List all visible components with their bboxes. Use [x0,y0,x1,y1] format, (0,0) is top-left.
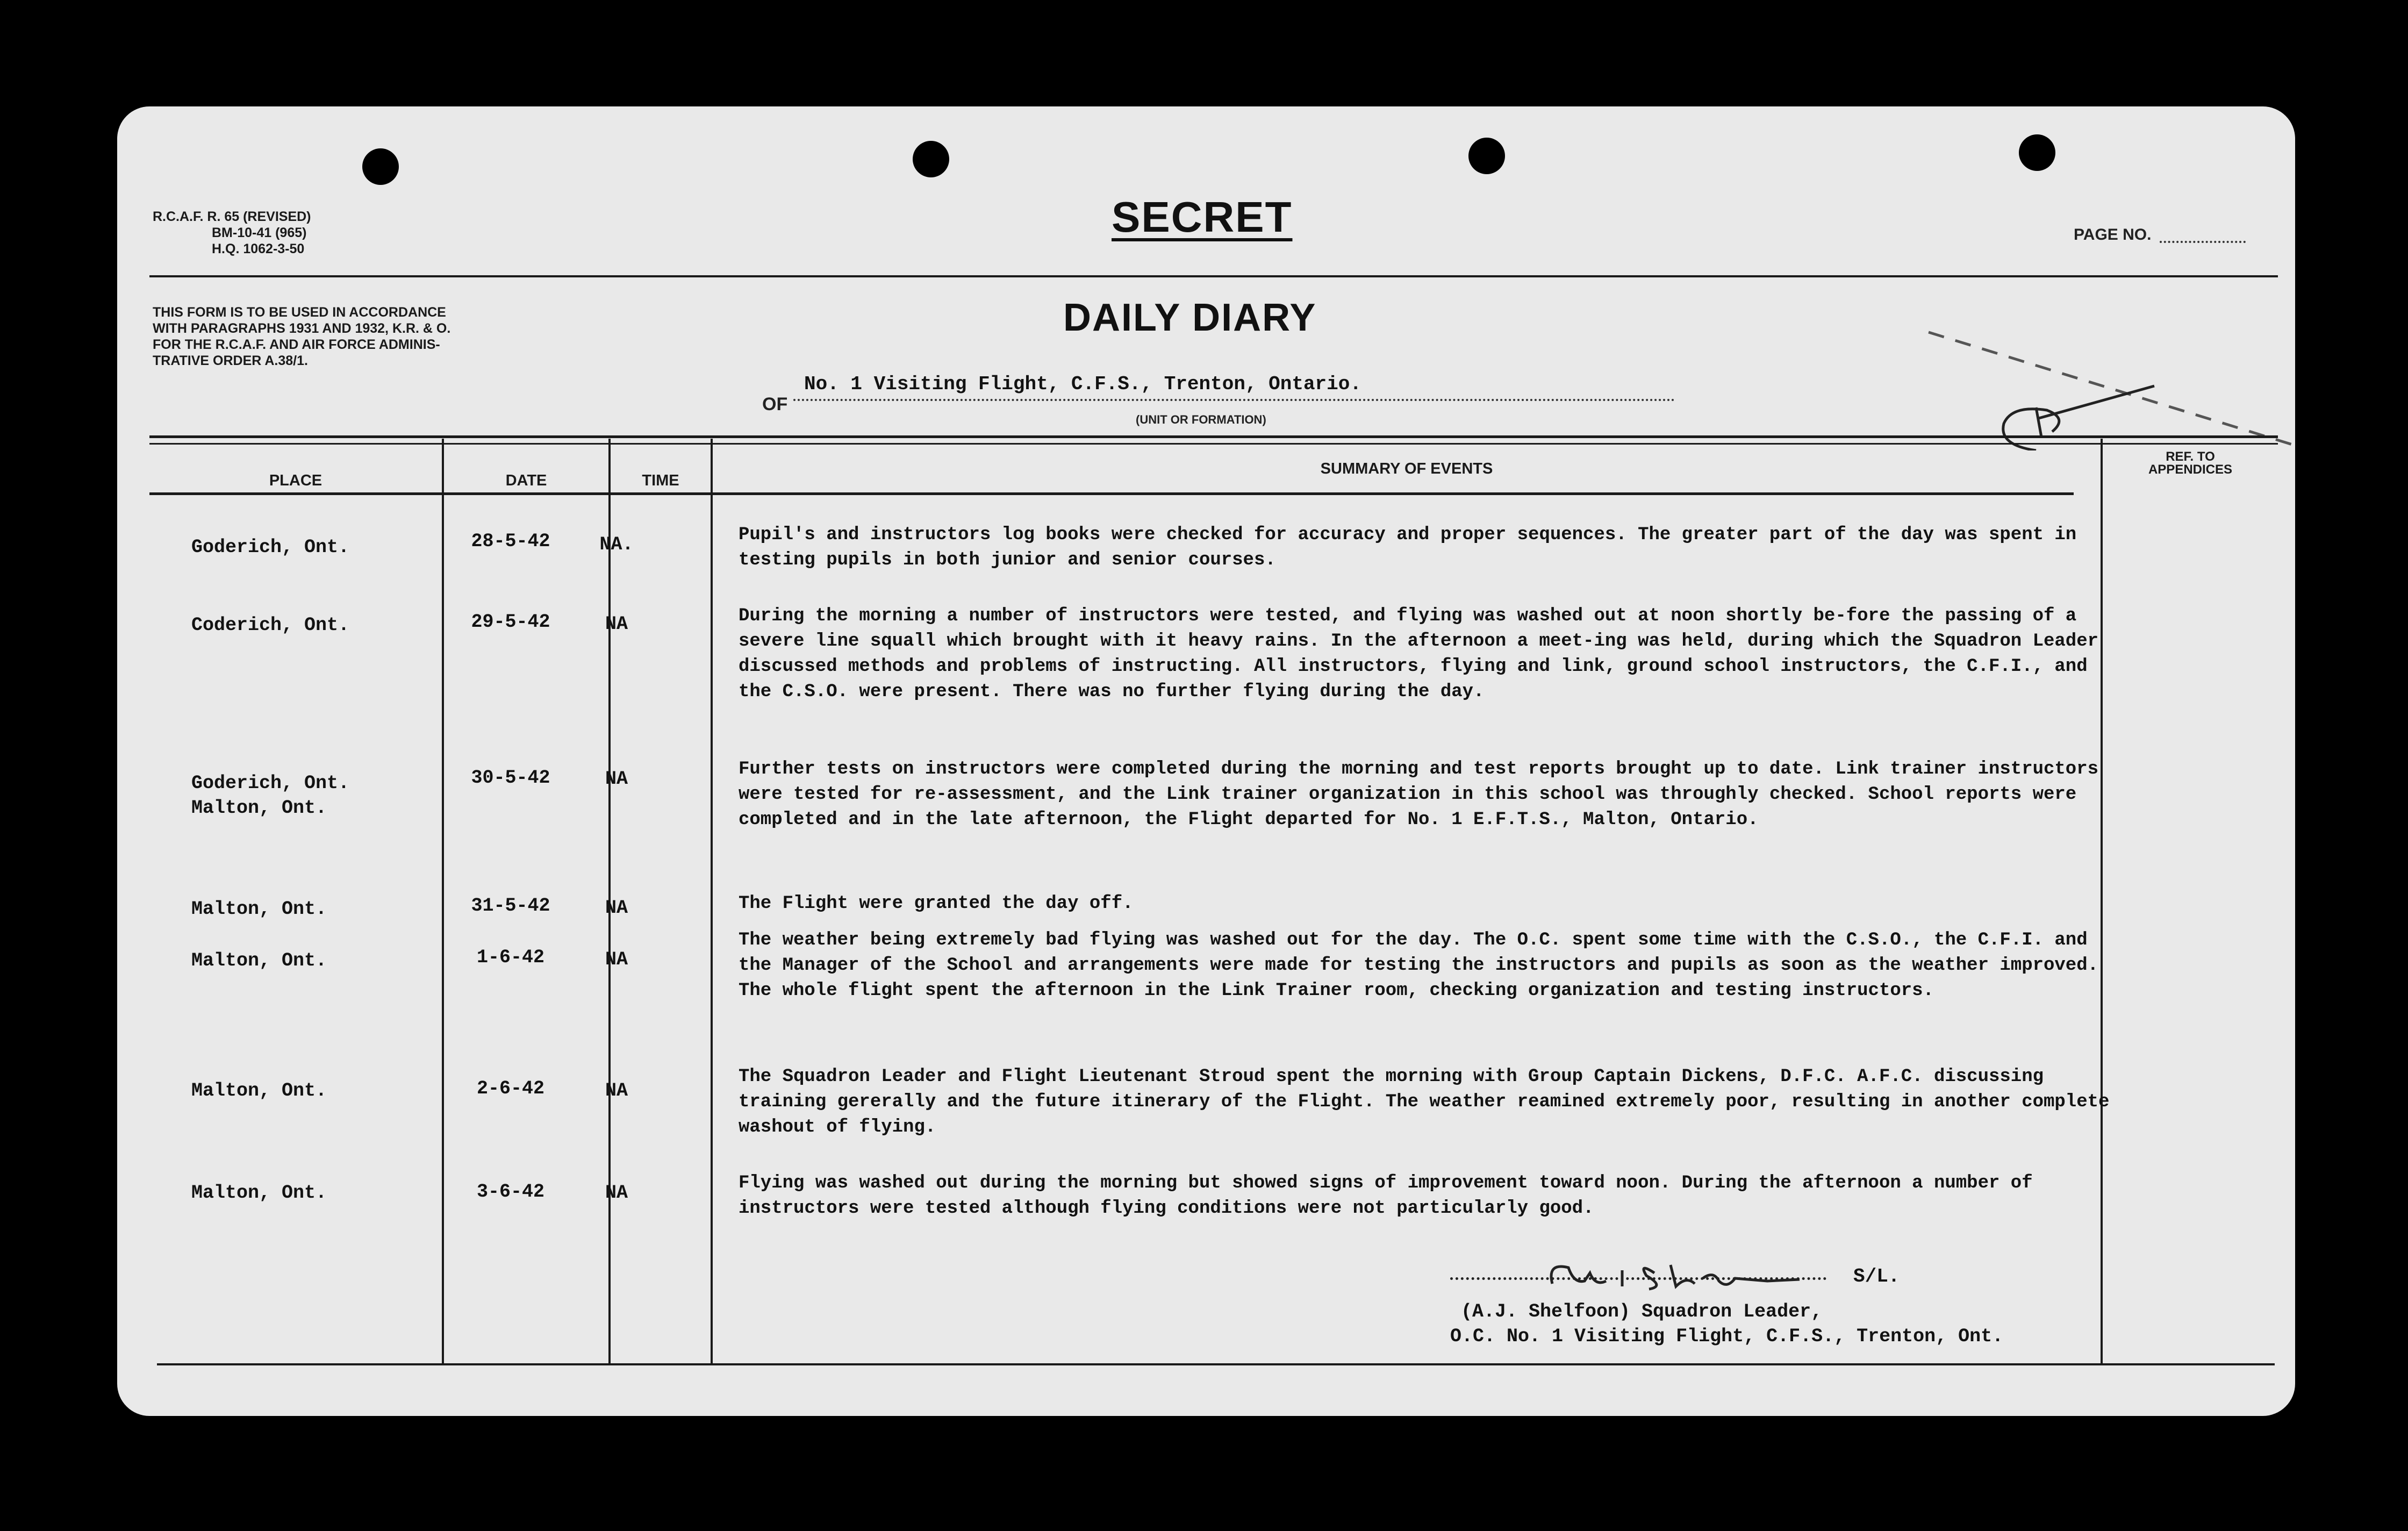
unit-caption: (UNIT OR FORMATION) [1136,413,1266,426]
column-header-summary: SUMMARY OF EVENTS [1320,460,1493,477]
diary-form-card [117,106,2295,1416]
entry-place: Goderich, Ont. [191,536,350,558]
column-header-time: TIME [642,472,679,489]
entry-time: NA [605,897,628,919]
entry-place: Malton, Ont. [191,950,327,971]
entry-date: 31-5-42 [471,895,550,917]
entry-place: Coderich, Ont. [191,614,350,636]
unit-label: OF [762,394,788,414]
column-header-ref: REF. TO APPENDICES [2148,449,2233,477]
punch-hole [1468,138,1505,174]
header-bottom-rule [149,492,2074,495]
pencil-mark [1918,321,2295,450]
entry-date: 29-5-42 [471,611,550,633]
signatory-title: O.C. No. 1 Visiting Flight, C.F.S., Trenton, Ont. [1450,1326,2004,1347]
entry-time: NA [605,1080,628,1101]
unit-name: No. 1 Visiting Flight, C.F.S., Trenton, Ontario. [804,373,1361,395]
document-title: DAILY DIARY [1063,296,1317,339]
entry-time: NA [605,949,628,970]
entry-time: NA [605,613,628,635]
punch-hole [2019,134,2055,171]
column-divider [442,439,444,1363]
entry-date: 2-6-42 [476,1078,545,1099]
entry-date: 30-5-42 [471,767,550,789]
classification-heading: SECRET [1112,193,1293,241]
page-number-label: PAGE NO. [2074,226,2152,244]
form-reference: R.C.A.F. R. 65 (REVISED) BM-10-41 (965) H.Q. 1062-3-50 [153,209,311,256]
entry-place: Malton, Ont. [191,898,327,920]
column-header-date: DATE [505,472,547,489]
table-top-rule [149,443,2278,445]
entry-summary: The Flight were granted the day off. [739,893,1134,914]
entry-summary: The weather being extremely bad flying was washed out for the day. The O.C. spent some time with the C.S.O., the C.F.I. and the Manager of the School and arrangements were made for testing the instructors and pupils as soon as the weather improved. The whole flight spent the afternoon in the Link Trainer room, checking organization and testing instructors. [739,930,2099,1001]
page-number-field [2160,241,2246,243]
entry-time: NA [605,768,628,790]
entry-time: NA. [599,534,634,555]
punch-hole [362,148,399,185]
entry-date: 1-6-42 [476,947,545,968]
column-header-place: PLACE [269,472,322,489]
table-top-rule [149,435,2278,438]
form-instructions: THIS FORM IS TO BE USED IN ACCORDANCE WITH PARAGRAPHS 1931 AND 1932, K.R. & O. FOR THE R.C.A.F. AND AIR FORCE ADMINIS- TRATIVE ORDER A.38/1. [153,305,451,368]
entry-time: NA [605,1182,628,1204]
table-bottom-rule [157,1363,2275,1365]
entry-summary: Pupil's and instructors log books were checked for accuracy and proper sequences. The greater part of the day was spent in testing pupils in both junior and senior courses. [739,525,2077,570]
entry-summary: During the morning a number of instructors were tested, and flying was washed out at noon shortly be-fore the passing of a severe line squall which brought with it heavy rains. In the afternoon a meet-ing was held, during which the Squadron Leader discussed methods and problems of instructing. All instructors, flying and link, ground school instructors, the C.F.I., and the C.S.O. were present. There was no further flying during the day. [739,606,2099,702]
header-rule [149,275,2278,277]
entry-place: Malton, Ont. [191,1182,327,1204]
entry-date: 28-5-42 [471,531,550,552]
handwritten-signature [1542,1257,1821,1294]
signature-rank: S/L. [1853,1265,1900,1287]
entry-summary: The Squadron Leader and Flight Lieutenant Stroud spent the morning with Group Captain Dickens, D.F.C. A.F.C. discussing training gererally and the future itinerary of the Flight. The weather reamined extremely poor, resulting in another complete washout of flying. [739,1067,2110,1137]
unit-field-line [793,399,1675,401]
entry-summary: Flying was washed out during the morning but showed signs of improvement toward noon. During the afternoon a number of instructors were tested although flying conditions were not particularly good. [739,1173,2033,1219]
entry-date: 3-6-42 [476,1181,545,1203]
entry-place: Malton, Ont. [191,1080,327,1101]
signatory-name: (A.J. Shelfoon) Squadron Leader, [1461,1301,1823,1322]
entry-place: Goderich, Ont. Malton, Ont. [191,772,350,819]
column-divider [711,439,713,1363]
punch-hole [913,141,949,177]
entry-summary: Further tests on instructors were completed during the morning and test reports brought up to date. Link trainer instructors were tested for re-assessment, and the Link trainer organization in this school was throughly checked. School reports were completed and in the late afternoon, the Flight departed for No. 1 E.F.T.S., Malton, Ontario. [739,759,2099,830]
